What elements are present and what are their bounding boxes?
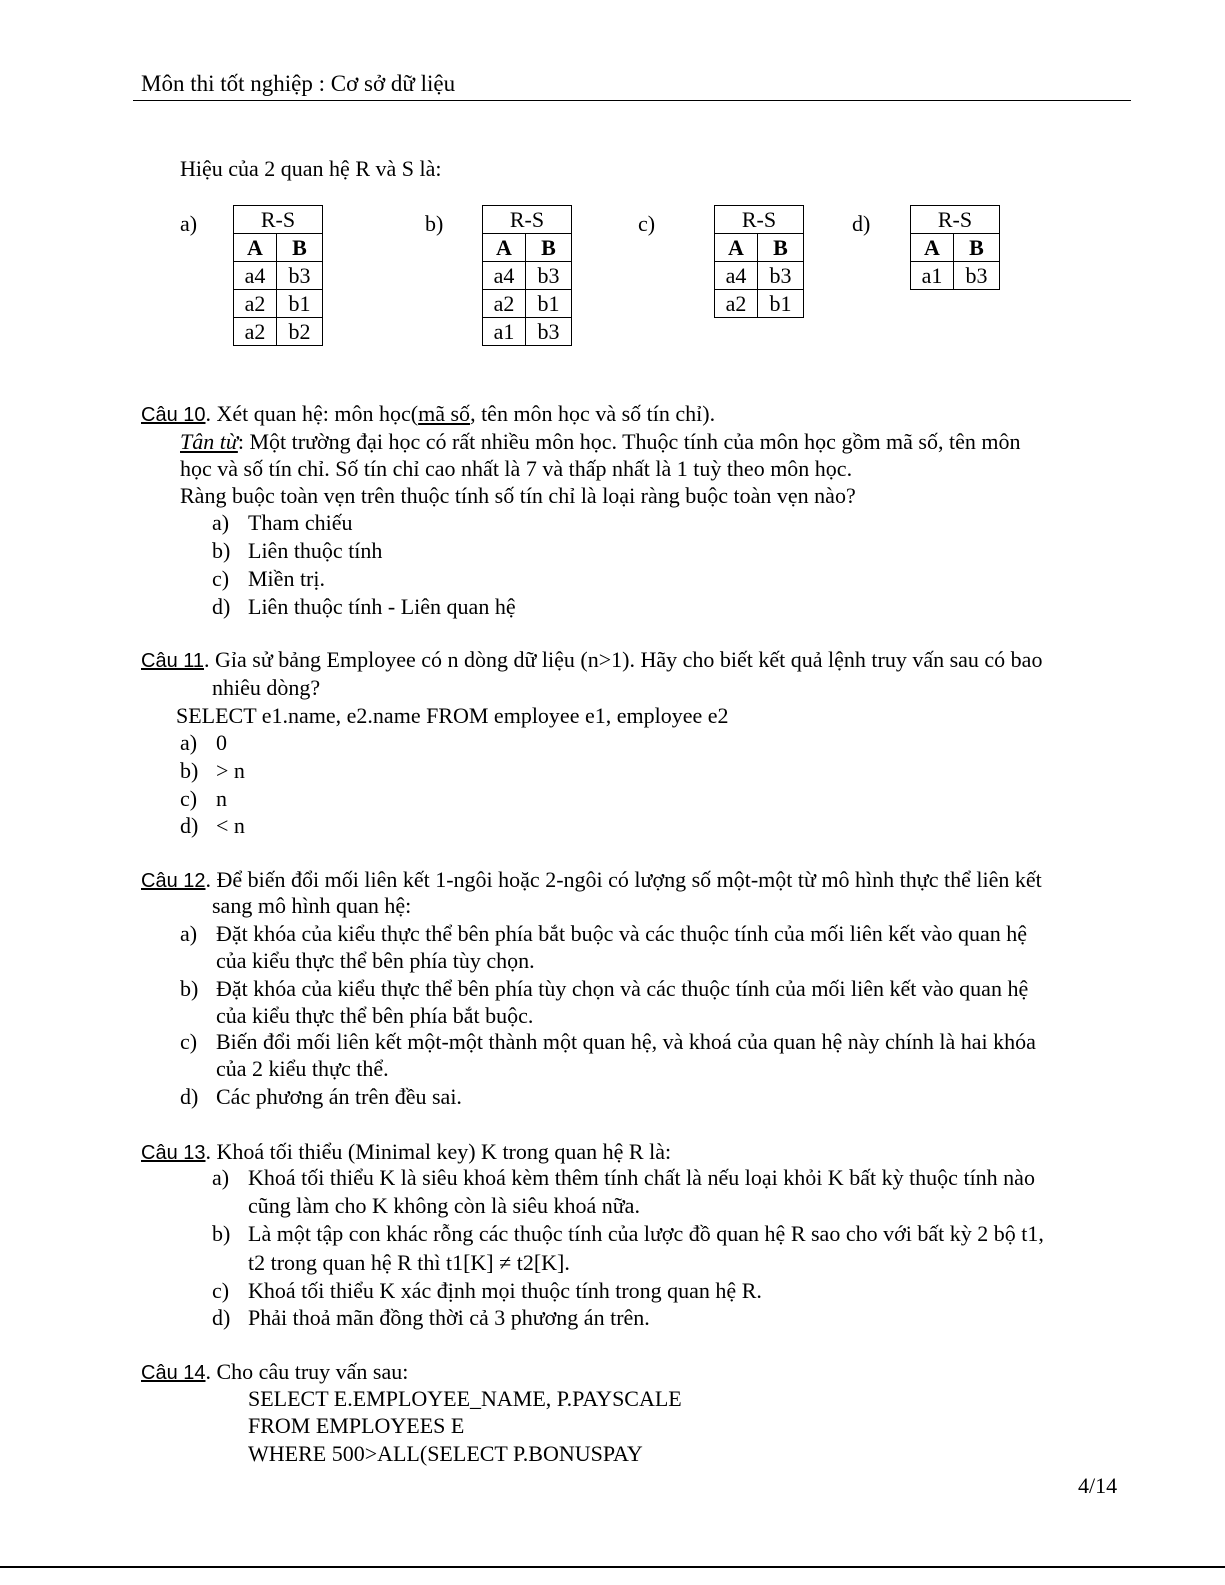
q10-stem [141,400,715,429]
q10-key: mã số [418,401,471,426]
q9-intro: Hiệu của 2 quan hệ R và S là: [180,156,442,181]
q12-stem-text: . Để biến đổi mối liên kết 1-ngôi hoặc 2-ngôi có lượng số một-một từ mô hình thực thể liên kết [205,867,1042,892]
q10-description-line2: học và số tín chỉ. Số tín chỉ cao nhất là 7 và thấp nhất là 1 tuỳ theo môn học. [180,456,853,481]
table-row [483,290,572,318]
q12-answer-a-line1: Đặt khóa của kiểu thực thể bên phía bắt buộc và các thuộc tính của mối liên kết vào quan hệ [216,921,1027,946]
q14-sql-line2: FROM EMPLOYEES E [248,1413,465,1438]
table-title: R-S [911,206,1000,234]
table-cell: b1 [277,290,323,318]
q10-answer-b: Liên thuộc tính [248,538,383,563]
table-cell: b3 [277,262,323,290]
table-cell: b3 [526,318,572,346]
q9-option-d-label: d) [852,211,871,236]
q13-answer-a-line2: cũng làm cho K không còn là siêu khoá nữa. [248,1193,640,1218]
q12-answer-c-line2: của 2 kiểu thực thể. [216,1056,389,1081]
q14-sql-line1: SELECT E.EMPLOYEE_NAME, P.PAYSCALE [248,1386,682,1411]
table-title: R-S [715,206,804,234]
q10-desc-label: Tân từ [180,429,238,454]
q12-answer-b-line1: Đặt khóa của kiểu thực thể bên phía tùy chọn và các thuộc tính của mối liên kết vào quan hệ [216,976,1029,1001]
q10-answer-a-label: a) [212,510,230,535]
q11-answer-c: n [216,786,227,811]
q13-answer-a-line1: Khoá tối thiểu K là siêu khoá kèm thêm tính chất là nếu loại khỏi K bất kỳ thuộc tính nào [248,1165,1035,1190]
q12-stem-line2: sang mô hình quan hệ: [212,893,412,918]
q13-answer-c-line1: Khoá tối thiểu K xác định mọi thuộc tính trong quan hệ R. [248,1278,762,1303]
q10-answer-d: Liên thuộc tính - Liên quan hệ [248,594,516,619]
table-header-a: A [234,234,277,262]
table-title: R-S [234,206,323,234]
table-row [715,290,804,318]
table-cell: b3 [758,262,804,290]
page-header-title: Môn thi tốt nghiệp : Cơ sở dữ liệu [141,71,456,96]
table-cell: a2 [483,290,526,318]
q10-label: Câu 10 [141,404,206,426]
q12-answer-d-label: d) [180,1084,199,1109]
q10-answer-a: Tham chiếu [248,510,353,535]
q14-stem [141,1358,408,1387]
q11-sql: SELECT e1.name, e2.name FROM employee e1, employee e2 [176,703,729,728]
q10-description-line1 [180,428,1020,455]
table-title: R-S [483,206,572,234]
q10-stem-post: , tên môn học và số tín chỉ). [470,401,716,426]
q11-stem-line2: nhiêu dòng? [212,675,321,700]
q12-answer-a-line2: của kiểu thực thể bên phía tùy chọn. [216,948,535,973]
q10-answer-d-label: d) [212,594,231,619]
q14-stem-text: . Cho câu truy vấn sau: [205,1359,409,1384]
q11-label: Câu 11 [141,650,205,672]
table-cell: a2 [715,290,758,318]
table-cell: a4 [483,262,526,290]
table-row [715,262,804,290]
table-cell: a4 [715,262,758,290]
q10-answer-c-label: c) [212,566,230,591]
table-cell: a2 [234,290,277,318]
table-cell: a1 [483,318,526,346]
table-cell: b3 [526,262,572,290]
bottom-divider [0,1566,1225,1568]
q12-answer-b-label: b) [180,976,199,1001]
q10-answer-c: Miền trị. [248,566,325,591]
q12-answer-b-line2: của kiểu thực thể bên phía bắt buộc. [216,1003,534,1028]
q11-answer-b-label: b) [180,758,199,783]
table-header-b: B [954,234,1000,262]
table-row [234,318,323,346]
header-divider [133,100,1131,101]
q13-answer-d-line1: Phải thoả mãn đồng thời cả 3 phương án trên. [248,1305,650,1330]
q11-answer-b: > n [216,758,245,783]
q14-label: Câu 14 [141,1362,206,1384]
q13-answer-b-line1: Là một tập con khác rỗng các thuộc tính của lược đồ quan hệ R sao cho với bất kỳ 2 bộ t1, [248,1221,1044,1246]
table-header-b: B [277,234,323,262]
q11-answer-a: 0 [216,730,227,755]
q13-label: Câu 13 [141,1142,206,1164]
q13-answer-c-label: c) [212,1278,230,1303]
q12-answer-d-line1: Các phương án trên đều sai. [216,1084,462,1109]
q11-answer-d: < n [216,813,245,838]
q9-table-b [482,205,572,346]
table-cell: a2 [234,318,277,346]
q13-stem-text: . Khoá tối thiểu (Minimal key) K trong quan hệ R là: [205,1139,672,1164]
table-cell: a1 [911,262,954,290]
q11-answer-a-label: a) [180,730,198,755]
q14-sql-line3: WHERE 500>ALL(SELECT P.BONUSPAY [248,1441,643,1466]
q10-answer-b-label: b) [212,538,231,563]
q9-option-b-label: b) [425,211,444,236]
q11-answer-d-label: d) [180,813,199,838]
q10-question: Ràng buộc toàn vẹn trên thuộc tính số tín chỉ là loại ràng buộc toàn vẹn nào? [180,483,856,508]
q12-answer-c-line1: Biến đổi mối liên kết một-một thành một quan hệ, và khoá của quan hệ này chính là hai khóa [216,1029,1036,1054]
table-row [234,290,323,318]
q9-table-d [910,205,1000,290]
page-number: 4/14 [1078,1473,1118,1498]
table-header-a: A [715,234,758,262]
q12-stem [141,866,1042,895]
table-cell: b1 [758,290,804,318]
q11-answer-c-label: c) [180,786,198,811]
q11-stem-text: . Gỉa sử bảng Employee có n dòng dữ liệu (n>1). Hãy cho biết kết quả lệnh truy vấn sau có bao [204,647,1043,672]
table-row [911,262,1000,290]
q9-option-a-label: a) [180,211,198,236]
table-cell: a4 [234,262,277,290]
table-row [234,262,323,290]
table-cell: b2 [277,318,323,346]
q13-answer-a-label: a) [212,1165,230,1190]
table-header-b: B [758,234,804,262]
table-header-a: A [911,234,954,262]
table-cell: b3 [954,262,1000,290]
q12-label: Câu 12 [141,870,206,892]
q9-table-c [714,205,804,318]
table-header-a: A [483,234,526,262]
table-cell: b1 [526,290,572,318]
table-row [483,262,572,290]
q12-answer-c-label: c) [180,1029,198,1054]
q9-table-a [233,205,323,346]
q13-answer-b-line2: t2 trong quan hệ R thì t1[K] ≠ t2[K]. [248,1250,570,1275]
q13-answer-b-label: b) [212,1221,231,1246]
q9-option-c-label: c) [638,211,656,236]
q10-stem-text: . Xét quan hệ: môn học( [205,401,419,426]
q12-answer-a-label: a) [180,921,198,946]
q13-answer-d-label: d) [212,1305,231,1330]
table-row [483,318,572,346]
q13-stem [141,1138,671,1167]
q10-desc-text: : Một trường đại học có rất nhiều môn học. Thuộc tính của môn học gồm mã số, tên môn [237,429,1021,454]
q11-stem [141,646,1042,675]
table-header-b: B [526,234,572,262]
